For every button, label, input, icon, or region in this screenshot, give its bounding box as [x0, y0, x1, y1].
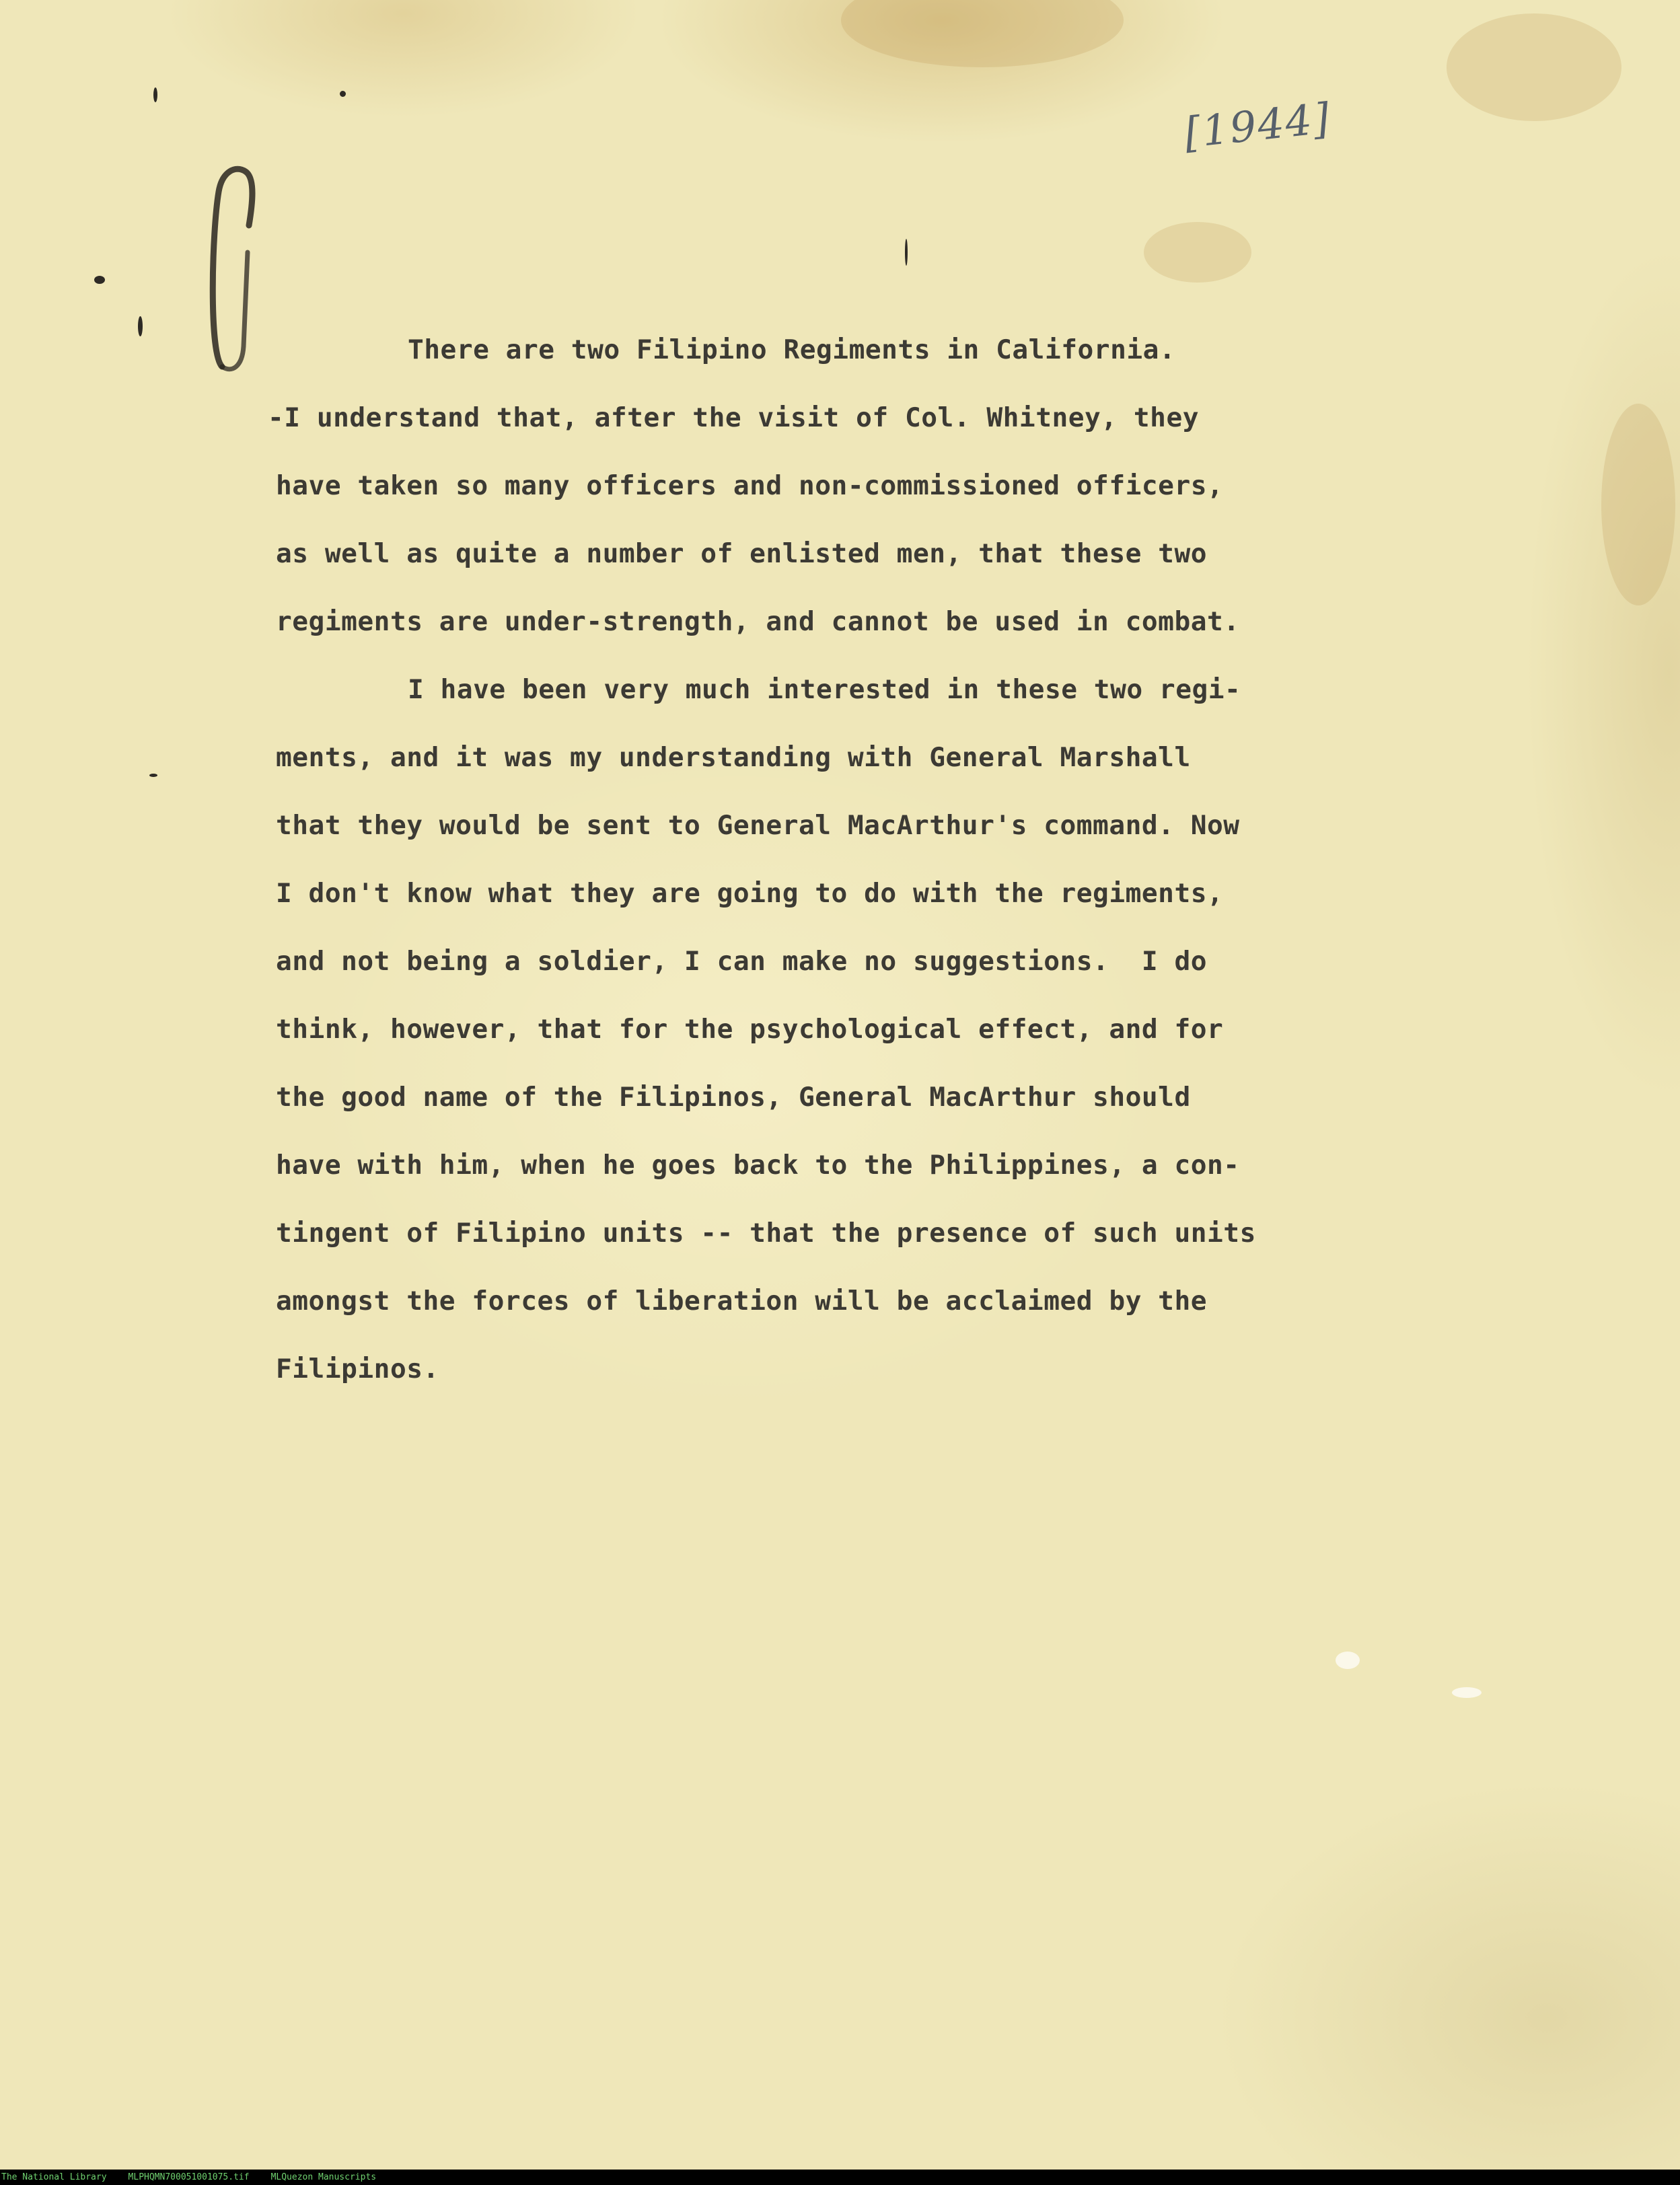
- footer-library: The National Library: [1, 2172, 107, 2182]
- body-line: the good name of the Filipinos, General MacArthur should: [276, 1082, 1191, 1113]
- ink-speck: [153, 87, 157, 102]
- body-line: amongst the forces of liberation will be acclaimed by the: [276, 1286, 1208, 1317]
- paper-clip-rust-mark: [195, 151, 276, 380]
- body-line: There are two Filipino Regiments in California.: [408, 334, 1176, 365]
- body-line: that they would be sent to General MacArthur's command. Now: [276, 810, 1240, 841]
- handwritten-year-annotation: [1944]: [1181, 93, 1334, 158]
- ink-speck: [138, 316, 143, 336]
- ink-speck: [149, 774, 157, 777]
- paper-stain: [1447, 13, 1621, 121]
- paper-stain: [841, 0, 1124, 67]
- body-line: as well as quite a number of enlisted men, that these two: [276, 538, 1208, 569]
- body-line: have taken so many officers and non-commissioned officers,: [276, 470, 1224, 501]
- paper-stain: [1601, 404, 1675, 605]
- footer-collection: MLQuezon Manuscripts: [270, 2172, 377, 2182]
- body-line: regiments are under-strength, and cannot be used in combat.: [276, 606, 1240, 637]
- body-line: Filipinos.: [276, 1354, 439, 1384]
- body-line: I don't know what they are going to do with the regiments,: [276, 878, 1224, 909]
- paper-hole: [1336, 1652, 1360, 1669]
- ink-speck: [905, 239, 908, 266]
- paper-hole: [1452, 1687, 1482, 1698]
- archive-footer-strip: [0, 2170, 1680, 2185]
- paper-stain: [1144, 222, 1251, 283]
- typed-letter-body: [268, 316, 1352, 1403]
- ink-speck: [94, 276, 105, 284]
- body-line: have with him, when he goes back to the Philippines, a con-: [276, 1150, 1240, 1181]
- body-line: tingent of Filipino units -- that the presence of such units: [276, 1218, 1256, 1249]
- body-line: and not being a soldier, I can make no suggestions. I do: [276, 946, 1208, 977]
- body-line: -I understand that, after the visit of Col. Whitney, they: [268, 402, 1200, 433]
- body-line: I have been very much interested in these two regi-: [408, 674, 1241, 705]
- body-line: ments, and it was my understanding with General Marshall: [276, 742, 1191, 773]
- footer-filename: MLPHQMN700051001075.tif: [128, 2172, 250, 2182]
- body-line: think, however, that for the psychological effect, and for: [276, 1014, 1224, 1045]
- ink-speck: [340, 91, 346, 97]
